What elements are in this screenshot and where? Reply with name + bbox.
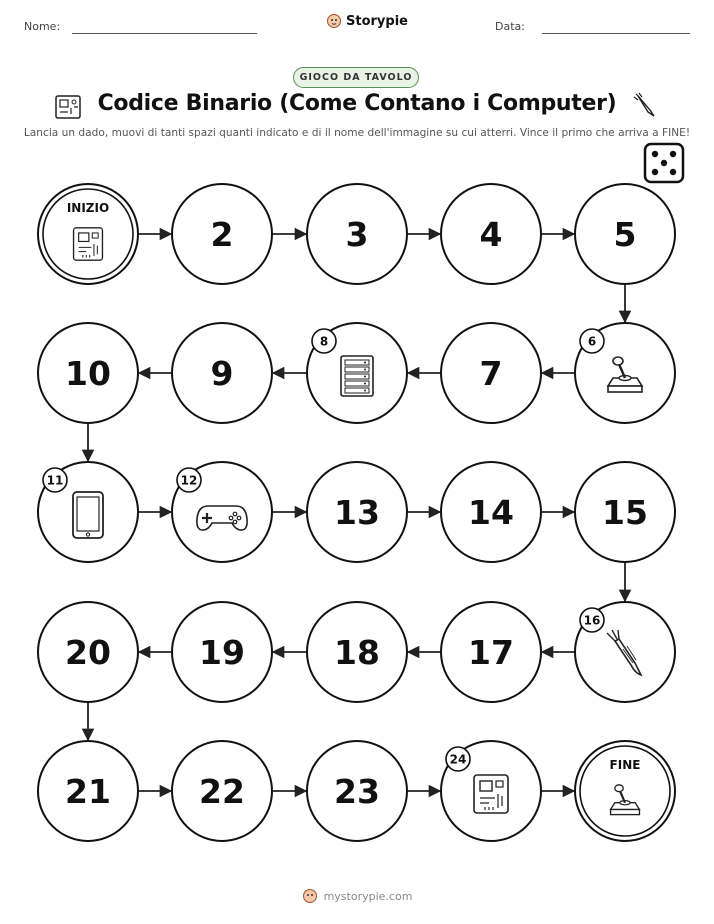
board-space-18	[307, 602, 407, 702]
space-number: 20	[65, 633, 111, 672]
space-number: 7	[479, 354, 503, 393]
space-number: 14	[468, 493, 514, 532]
board-space-20	[38, 602, 138, 702]
board-space-5	[575, 184, 675, 284]
brand-name: Storypie	[346, 13, 408, 29]
space-number-badge: 6	[587, 334, 597, 349]
board-space-16	[575, 602, 675, 702]
page-title: Codice Binario (Come Contano i Computer)	[97, 91, 617, 116]
board-space-10	[38, 323, 138, 423]
board-space-7	[441, 323, 541, 423]
space-number: 23	[334, 772, 380, 811]
space-number: 2	[210, 215, 234, 254]
circuit-board-icon	[474, 775, 508, 813]
space-number: 13	[334, 493, 380, 532]
board-space-11	[38, 462, 138, 562]
board-space-8	[307, 323, 407, 423]
space-number: 19	[199, 633, 245, 672]
space-number-badge: 11	[46, 473, 64, 488]
footer	[0, 888, 714, 904]
board-space-14	[441, 462, 541, 562]
space-number: 22	[199, 772, 245, 811]
space-number: 21	[65, 772, 111, 811]
game-type-badge: GIOCO DA TAVOLO	[293, 67, 419, 88]
space-number: 5	[613, 215, 637, 254]
board-space-22	[172, 741, 272, 841]
server-icon	[341, 356, 373, 396]
space-number: 15	[602, 493, 648, 532]
board-space-9	[172, 323, 272, 423]
board-space-4	[441, 184, 541, 284]
space-number-badge: 8	[319, 334, 329, 349]
space-number: 3	[345, 215, 369, 254]
board-space-1	[38, 184, 138, 284]
board-space-24	[441, 741, 541, 841]
space-label: INIZIO	[66, 201, 110, 215]
space-label: FINE	[609, 758, 641, 772]
name-label: Nome:	[24, 20, 61, 33]
board-spaces	[38, 184, 675, 841]
board-space-12	[172, 462, 272, 562]
space-number: 18	[334, 633, 380, 672]
board-space-15	[575, 462, 675, 562]
board-space-13	[307, 462, 407, 562]
board-space-6	[575, 323, 675, 423]
space-number: 17	[468, 633, 514, 672]
space-number: 10	[65, 354, 111, 393]
board-space-17	[441, 602, 541, 702]
space-number: 9	[210, 354, 234, 393]
board-space-3	[307, 184, 407, 284]
date-label: Data:	[495, 20, 525, 33]
board-space-19	[172, 602, 272, 702]
space-number-badge: 12	[180, 473, 198, 488]
space-number: 4	[479, 215, 503, 254]
board-space-2	[172, 184, 272, 284]
board-space-21	[38, 741, 138, 841]
space-number-badge: 16	[583, 613, 601, 628]
board-space-23	[307, 741, 407, 841]
storypie-footer-logo-icon	[302, 888, 318, 904]
space-number-badge: 24	[449, 752, 467, 767]
tablet-icon	[73, 492, 103, 538]
instructions: Lancia un dado, muovi di tanti spazi quanti indicato e di il nome dell'immagine su cui atterri. Vince il primo che arriva a FINE!	[23, 127, 691, 139]
circuit-board-icon	[74, 228, 103, 260]
board-space-25	[575, 741, 675, 841]
footer-site: mystorypie.com	[323, 889, 413, 903]
